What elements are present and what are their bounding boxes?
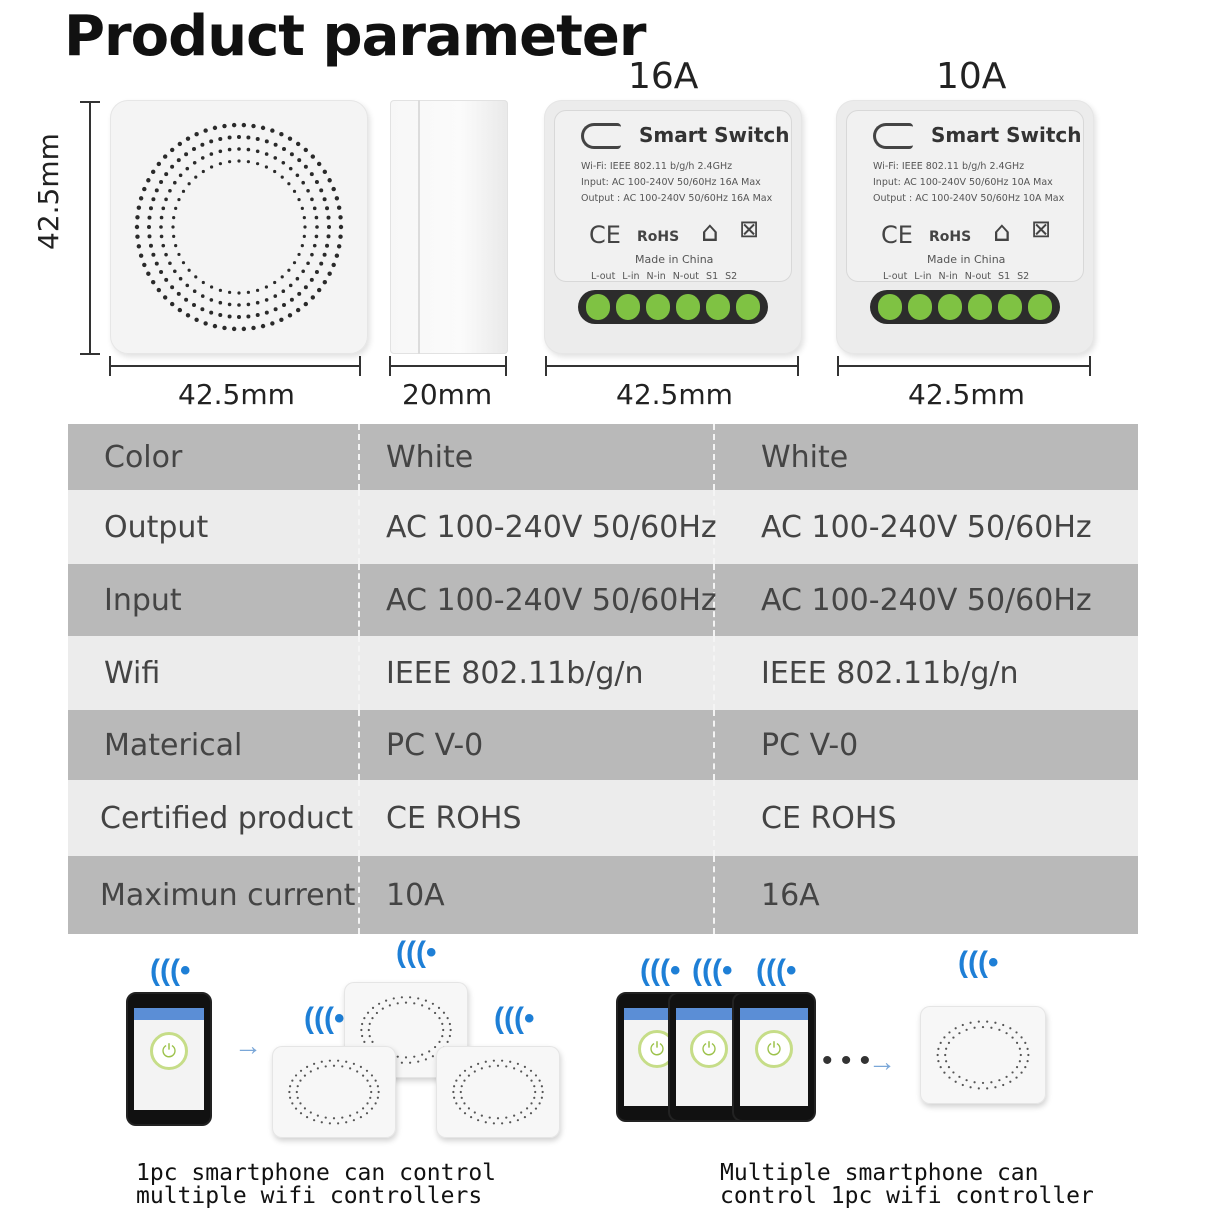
row-value-2: White [761, 439, 849, 475]
caption-right-line2: control 1pc wifi controller [720, 1183, 1094, 1208]
wifi-controller-illustration [920, 1006, 1046, 1104]
row-value-2: PC V-0 [761, 727, 859, 763]
width-16a-dimension: 42.5mm [616, 378, 733, 411]
row-label: Maximun current [68, 856, 360, 934]
smartphone-illustration [732, 992, 816, 1122]
spec-output: Output : AC 100-240V 50/60Hz 10A Max [873, 193, 1065, 204]
table-row [68, 856, 1138, 934]
brand-name: Smart Switch [931, 123, 1082, 147]
terminal-block [870, 290, 1060, 324]
speaker-grille [110, 100, 368, 354]
smart-switch-logo-icon [581, 123, 621, 149]
weee-bin-icon: ⊠ [739, 215, 760, 243]
row-value-1: IEEE 802.11b/g/n [360, 636, 715, 710]
row-value-2: 16A [761, 877, 820, 913]
table-row [68, 780, 1138, 856]
caption-left-line2: multiple wifi controllers [136, 1183, 483, 1208]
wifi-signal-icon: (((• [396, 936, 437, 969]
weee-bin-icon: ⊠ [1031, 215, 1052, 243]
row-label: Input [68, 564, 360, 636]
house-icon: ⌂ [701, 215, 719, 248]
device-back-16a [544, 100, 802, 354]
mini-grille [920, 1006, 1046, 1104]
depth-dimension: 20mm [402, 378, 493, 411]
spec-wifi: Wi-Fi: IEEE 802.11 b/g/h 2.4GHz [873, 161, 1025, 172]
table-row [68, 636, 1138, 710]
device-side-view [390, 100, 508, 354]
row-label: Materical [68, 710, 360, 780]
row-value-2: IEEE 802.11b/g/n [761, 655, 1019, 691]
table-row [68, 564, 1138, 636]
spec-wifi: Wi-Fi: IEEE 802.11 b/g/h 2.4GHz [581, 161, 733, 172]
rohs-mark: RoHS [929, 229, 972, 245]
spec-input: Input: AC 100-240V 50/60Hz 16A Max [581, 177, 761, 188]
device-label-16a [554, 110, 792, 282]
wifi-signal-icon: (((• [150, 954, 191, 987]
wifi-signal-icon: (((• [692, 954, 733, 987]
power-button-icon [150, 1032, 188, 1070]
height-dimension: 42.5mm [32, 133, 65, 250]
ce-mark: CE [881, 221, 913, 249]
pin-labels: L-out L-in N-in N-out S1 S2 [591, 271, 738, 282]
row-label: Certified product [68, 780, 360, 856]
row-value-2: AC 100-240V 50/60Hz [761, 582, 1092, 618]
device-label-10a [846, 110, 1084, 282]
table-row [68, 424, 1138, 490]
row-value-1: White [360, 424, 715, 490]
brand-name: Smart Switch [639, 123, 790, 147]
rohs-mark: RoHS [637, 229, 680, 245]
table-row [68, 710, 1138, 780]
row-value-1: CE ROHS [360, 780, 715, 856]
wifi-signal-icon: (((• [494, 1002, 535, 1035]
variant-label-10a: 10A [936, 56, 1007, 97]
made-in-label: Made in China [927, 253, 1006, 266]
row-value-1: AC 100-240V 50/60Hz [360, 490, 715, 564]
smartphone-illustration [126, 992, 212, 1126]
device-front-view [110, 100, 368, 354]
row-value-1: AC 100-240V 50/60Hz [360, 564, 715, 636]
wifi-controller-illustration [272, 1046, 396, 1138]
arrow-right-icon: → [234, 1030, 262, 1061]
caption-right-line1: Multiple smartphone can [720, 1160, 1039, 1186]
wifi-signal-icon: (((• [958, 946, 999, 979]
caption-left-line1: 1pc smartphone can control [136, 1160, 497, 1186]
height-dimension-line [78, 100, 102, 356]
table-row [68, 490, 1138, 564]
front-width-dimension: 42.5mm [178, 378, 295, 411]
terminal-block [578, 290, 768, 324]
page-title: Product parameter [64, 4, 646, 69]
row-value-2: AC 100-240V 50/60Hz [761, 509, 1092, 545]
row-label: Output [68, 490, 360, 564]
spec-output: Output : AC 100-240V 50/60Hz 16A Max [581, 193, 773, 204]
made-in-label: Made in China [635, 253, 714, 266]
ce-mark: CE [589, 221, 621, 249]
spec-input: Input: AC 100-240V 50/60Hz 10A Max [873, 177, 1053, 188]
row-label: Wifi [68, 636, 360, 710]
power-button-icon [690, 1030, 728, 1068]
variant-label-16a: 16A [628, 56, 699, 97]
spec-table [68, 424, 1138, 934]
mini-grille [436, 1046, 560, 1138]
wifi-signal-icon: (((• [304, 1002, 345, 1035]
smart-switch-logo-icon [873, 123, 913, 149]
width-10a-dimension: 42.5mm [908, 378, 1025, 411]
wifi-signal-icon: (((• [640, 954, 681, 987]
mini-grille [272, 1046, 396, 1138]
arrow-right-icon: → [868, 1046, 896, 1077]
device-back-10a [836, 100, 1094, 354]
wifi-controller-illustration [436, 1046, 560, 1138]
row-value-1: PC V-0 [360, 710, 715, 780]
ellipsis-icon: • • • [822, 1044, 871, 1077]
row-value-2: CE ROHS [761, 800, 897, 836]
row-value-1: 10A [360, 856, 715, 934]
row-label: Color [68, 424, 360, 490]
pin-labels: L-out L-in N-in N-out S1 S2 [883, 271, 1030, 282]
wifi-signal-icon: (((• [756, 954, 797, 987]
power-button-icon [755, 1030, 793, 1068]
house-icon: ⌂ [993, 215, 1011, 248]
width-dimension-lines [0, 354, 1208, 378]
